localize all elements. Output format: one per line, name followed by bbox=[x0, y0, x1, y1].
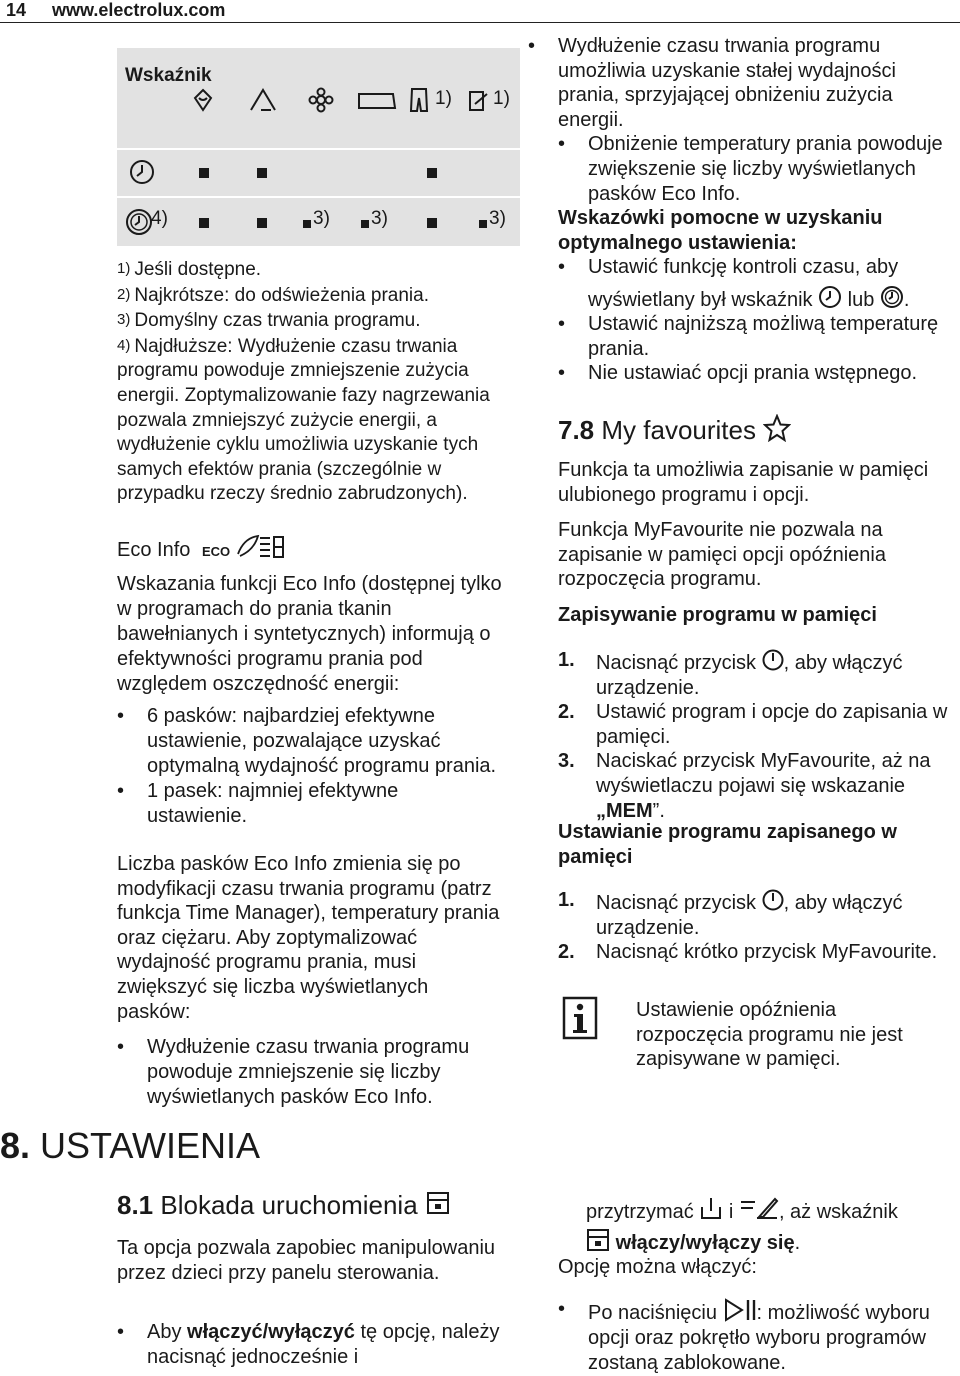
table-marker bbox=[361, 220, 369, 228]
list-item: • Wydłużenie czasu trwania programu umożliwia uzyskanie stałej wydajności prania, sprzyjającej obniżeniu zużycia energii. bbox=[528, 34, 928, 132]
child-lock-options bbox=[558, 1297, 960, 1376]
row-label-indicator: Wskaźnik bbox=[125, 65, 212, 86]
eco-info-title: Eco Info bbox=[117, 539, 191, 561]
table-marker bbox=[257, 168, 267, 178]
eco-info-bullets-2 bbox=[117, 1035, 517, 1110]
list-item: 2. Nacisnąć krótko przycisk MyFavourite. bbox=[558, 941, 938, 964]
child-lock-icon bbox=[586, 1228, 610, 1252]
eco-info-bullets bbox=[117, 704, 497, 829]
list-item: • 6 pasków: najbardziej efektywne ustawienie, pozwalające uzyskać optymalną wydajność programu prania. bbox=[117, 704, 497, 779]
footnote: 2) Najkrótsze: do odświeżenia prania. bbox=[117, 284, 430, 306]
table-row bbox=[117, 48, 520, 148]
start-pause-icon bbox=[723, 1297, 757, 1323]
child-lock-instruction: przytrzymać i , aż wskaźnik bbox=[586, 1195, 960, 1225]
child-lock-enable-text: Opcję można włączyć: bbox=[558, 1256, 757, 1278]
footnotes bbox=[117, 257, 527, 507]
footnote-ref: 1) bbox=[435, 88, 452, 109]
table-marker bbox=[303, 220, 311, 228]
list-item: • Ustawić funkcję kontroli czasu, aby wyświetlany był wskaźnik lub . bbox=[558, 255, 958, 312]
eco-info-paragraph: Liczba pasków Eco Info zmienia się po modyfikacji czasu trwania programu (patrz funkcja Time Manager), temperatury prania oraz ciężaru. Aby zoptymalizować wydajność programu prania, musi zwiększyć się liczba wyświetlanych pasków: bbox=[117, 853, 500, 1023]
stain-icon bbox=[467, 86, 491, 114]
eco-info-bars-icon bbox=[236, 534, 286, 560]
list-item: • Nie ustawiać opcji prania wstępnego. bbox=[558, 361, 958, 386]
eco-info-title-line bbox=[117, 534, 517, 565]
tips-list bbox=[558, 255, 958, 386]
footnote-ref: 1) bbox=[493, 88, 510, 109]
power-icon bbox=[762, 648, 784, 672]
set-steps bbox=[558, 888, 958, 965]
favourites-description: Funkcja ta umożliwia zapisanie w pamięci ulubionego programu i opcji. bbox=[558, 459, 929, 506]
save-heading: Zapisywanie programu w pamięci bbox=[558, 604, 877, 626]
synthetics-icon bbox=[247, 86, 279, 114]
child-lock-indicator-line: włączy/wyłączy się. bbox=[586, 1228, 960, 1256]
subsection-heading: 7.8 My favourites bbox=[558, 414, 791, 445]
table-marker bbox=[427, 218, 437, 228]
footnote: 4) Najdłuższe: Wydłużenie czasu trwania programu powoduje zmniejszenie zużycia energii. Zoptymalizowanie fazy nagrzewania pozwala zmniejszyć zużycie energii, a wydłużenie cyklu umożliwia uzyskanie tych samych efektów prania (szczególnie w przypadku rzeczy średnio zabrudzonych). bbox=[117, 335, 490, 505]
table-marker bbox=[199, 168, 209, 178]
footnote-ref: 3) bbox=[371, 208, 388, 229]
eco-info-table bbox=[117, 48, 520, 246]
cotton-icon bbox=[189, 86, 217, 114]
star-icon bbox=[763, 414, 791, 442]
favourites-note: Funkcja MyFavourite nie pozwala na zapisanie w pamięci opcji opóźnienia rozpoczęcia programu. bbox=[558, 519, 886, 591]
list-item: 1. Nacisnąć przycisk , aby włączyć urządzenie. bbox=[558, 649, 903, 699]
header-url: www.electrolux.com bbox=[52, 0, 226, 20]
list-item: 3. Naciskać przycisk MyFavourite, aż na wyświetlaczu pojawi się wskazanie „MEM”. bbox=[558, 750, 931, 822]
list-item: • 1 pasek: najmniej efektywne ustawienie. bbox=[117, 779, 497, 829]
table-marker bbox=[427, 168, 437, 178]
table-marker bbox=[479, 220, 487, 228]
footnote-ref: 3) bbox=[313, 208, 330, 229]
list-item: 1. Nacisnąć przycisk , aby włączyć urządzenie. bbox=[558, 889, 903, 939]
section-heading: 8. USTAWIENIA bbox=[0, 1125, 261, 1166]
eco-label: ECO bbox=[201, 544, 231, 559]
set-heading: Ustawianie programu zapisanego w pamięci bbox=[558, 821, 897, 868]
subsection-heading: 8.1 Blokada uruchomienia bbox=[117, 1190, 451, 1220]
save-steps bbox=[558, 648, 958, 823]
list-item: • Wydłużenie czasu trwania programu powoduje zmniejszenie się liczby wyświetlanych pasków Eco Info. bbox=[117, 1035, 517, 1110]
spin-button-icon bbox=[739, 1197, 779, 1221]
delicates-icon bbox=[307, 86, 335, 114]
list-item: • Aby włączyć/wyłączyć tę opcję, należy nacisnąć jednocześnie i bbox=[117, 1320, 517, 1370]
power-icon bbox=[762, 888, 784, 912]
jeans-icon bbox=[409, 86, 429, 114]
clock-icon bbox=[818, 285, 842, 309]
list-item: 2. Ustawić program i opcje do zapisania w pamięci. bbox=[558, 701, 948, 748]
info-note: Ustawienie opóźnienia rozpoczęcia programu nie jest zapisywane w pamięci. bbox=[636, 999, 903, 1071]
child-lock-bullets bbox=[117, 1320, 517, 1370]
temperature-button-icon bbox=[699, 1195, 723, 1221]
list-item: • Obniżenie temperatury prania powoduje zwiększenie się liczby wyświetlanych pasków Eco Info. bbox=[558, 132, 958, 206]
clock-icon bbox=[129, 159, 155, 185]
info-icon bbox=[562, 996, 598, 1040]
table-marker bbox=[257, 218, 267, 228]
eco-info-description: Wskazania funkcji Eco Info (dostępnej tylko w programach do prania tkanin bawełnianych i syntetycznych) informują o efektywności programu prania pod względem oszczędność energii: bbox=[117, 573, 502, 695]
footnote-ref: 3) bbox=[489, 208, 506, 229]
child-lock-description: Ta opcja pozwala zapobiec manipulowaniu przez dzieci przy panelu sterowania. bbox=[117, 1237, 496, 1284]
table-row bbox=[117, 198, 520, 246]
clock-long-icon bbox=[125, 208, 153, 236]
footnote-ref: 4) bbox=[151, 208, 168, 229]
right-bullets-top bbox=[558, 34, 958, 206]
clock-long-icon bbox=[880, 285, 904, 309]
pillow-icon bbox=[355, 88, 399, 112]
tips-heading: Wskazówki pomocne w uzyskaniu optymalnego ustawienia: bbox=[558, 207, 883, 254]
child-lock-icon bbox=[425, 1190, 451, 1216]
footnote: 1) Jeśli dostępne. bbox=[117, 259, 262, 280]
page-number: 14 bbox=[6, 0, 27, 20]
list-item: • Po naciśnięciu : możliwość wyboru opcji oraz pokrętło wyboru programów zostaną zablokowane. bbox=[558, 1297, 960, 1376]
list-item: • Ustawić najniższą możliwą temperaturę prania. bbox=[558, 312, 958, 361]
footnote: 3) Domyślny czas trwania programu. bbox=[117, 310, 421, 332]
table-row bbox=[117, 150, 520, 196]
table-marker bbox=[199, 218, 209, 228]
